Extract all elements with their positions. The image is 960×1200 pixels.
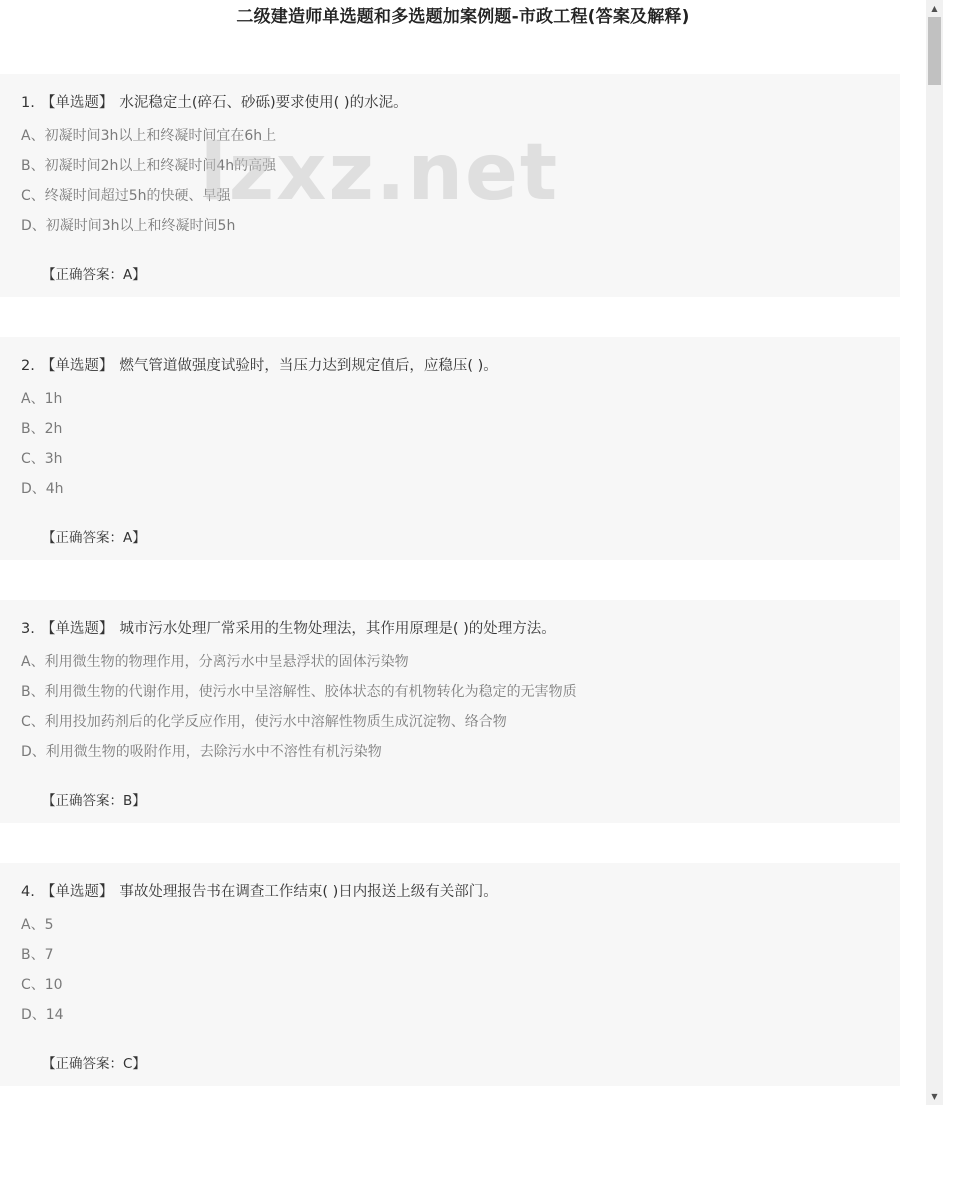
scroll-down-button[interactable] <box>926 1088 943 1105</box>
option-list <box>21 651 577 771</box>
question-text: 事故处理报告书在调查工作结束( )日内报送上级有关部门。 <box>119 884 498 900</box>
option-b: B、利用微生物的代谢作用，使污水中呈溶解性、胶体状态的有机物转化为稳定的无害物质 <box>21 684 577 700</box>
question-stem <box>21 354 498 375</box>
question-number: 1. <box>21 95 35 111</box>
correct-answer: 【正确答案：C】 <box>42 1056 146 1072</box>
option-d: D、14 <box>21 1007 64 1023</box>
question-stem <box>21 91 408 112</box>
option-d: D、4h <box>21 481 64 497</box>
option-c: C、10 <box>21 977 63 993</box>
watermark: lzxz.net <box>200 128 560 218</box>
option-a: A、初凝时间3h以上和终凝时间宜在6h上 <box>21 128 277 144</box>
correct-answer: 【正确答案：A】 <box>42 267 146 283</box>
question-card <box>0 74 900 297</box>
option-list <box>21 125 276 245</box>
question-text: 水泥稳定土(碎石、砂砾)要求使用( )的水泥。 <box>119 95 408 111</box>
option-b: B、7 <box>21 947 54 963</box>
question-stem <box>21 880 498 901</box>
option-d: D、利用微生物的吸附作用，去除污水中不溶性有机污染物 <box>21 744 382 760</box>
question-type: 【单选题】 <box>40 884 114 900</box>
option-c: C、利用投加药剂后的化学反应作用，使污水中溶解性物质生成沉淀物、络合物 <box>21 714 507 730</box>
option-a: A、5 <box>21 917 54 933</box>
question-type: 【单选题】 <box>40 95 114 111</box>
question-number: 3. <box>21 621 35 637</box>
question-card <box>0 600 900 823</box>
question-number: 4. <box>21 884 35 900</box>
option-b: B、初凝时间2h以上和终凝时间4h的高强 <box>21 158 277 174</box>
option-c: C、终凝时间超过5h的快硬、早强 <box>21 188 231 204</box>
question-card <box>0 863 900 1086</box>
option-b: B、2h <box>21 421 63 437</box>
option-a: A、利用微生物的物理作用，分离污水中呈悬浮状的固体污染物 <box>21 654 409 670</box>
option-d: D、初凝时间3h以上和终凝时间5h <box>21 218 236 234</box>
triangle-down-icon: ▼ <box>931 1092 938 1101</box>
scroll-thumb[interactable] <box>928 17 941 85</box>
question-text: 城市污水处理厂常采用的生物处理法，其作用原理是( )的处理方法。 <box>119 621 556 637</box>
option-list <box>21 914 64 1034</box>
question-type: 【单选题】 <box>40 358 114 374</box>
question-number: 2. <box>21 358 35 374</box>
page-title: 二级建造师单选题和多选题加案例题-市政工程(答案及解释) <box>236 7 690 27</box>
question-text: 燃气管道做强度试验时，当压力达到规定值后，应稳压( )。 <box>119 358 498 374</box>
option-c: C、3h <box>21 451 63 467</box>
scroll-up-button[interactable] <box>926 0 943 17</box>
correct-answer: 【正确答案：B】 <box>42 793 146 809</box>
question-card <box>0 337 900 560</box>
option-list <box>21 388 64 508</box>
question-stem <box>21 617 556 638</box>
question-type: 【单选题】 <box>40 621 114 637</box>
triangle-up-icon: ▲ <box>931 4 938 13</box>
vertical-scrollbar[interactable] <box>926 0 943 1105</box>
option-a: A、1h <box>21 391 63 407</box>
correct-answer: 【正确答案：A】 <box>42 530 146 546</box>
